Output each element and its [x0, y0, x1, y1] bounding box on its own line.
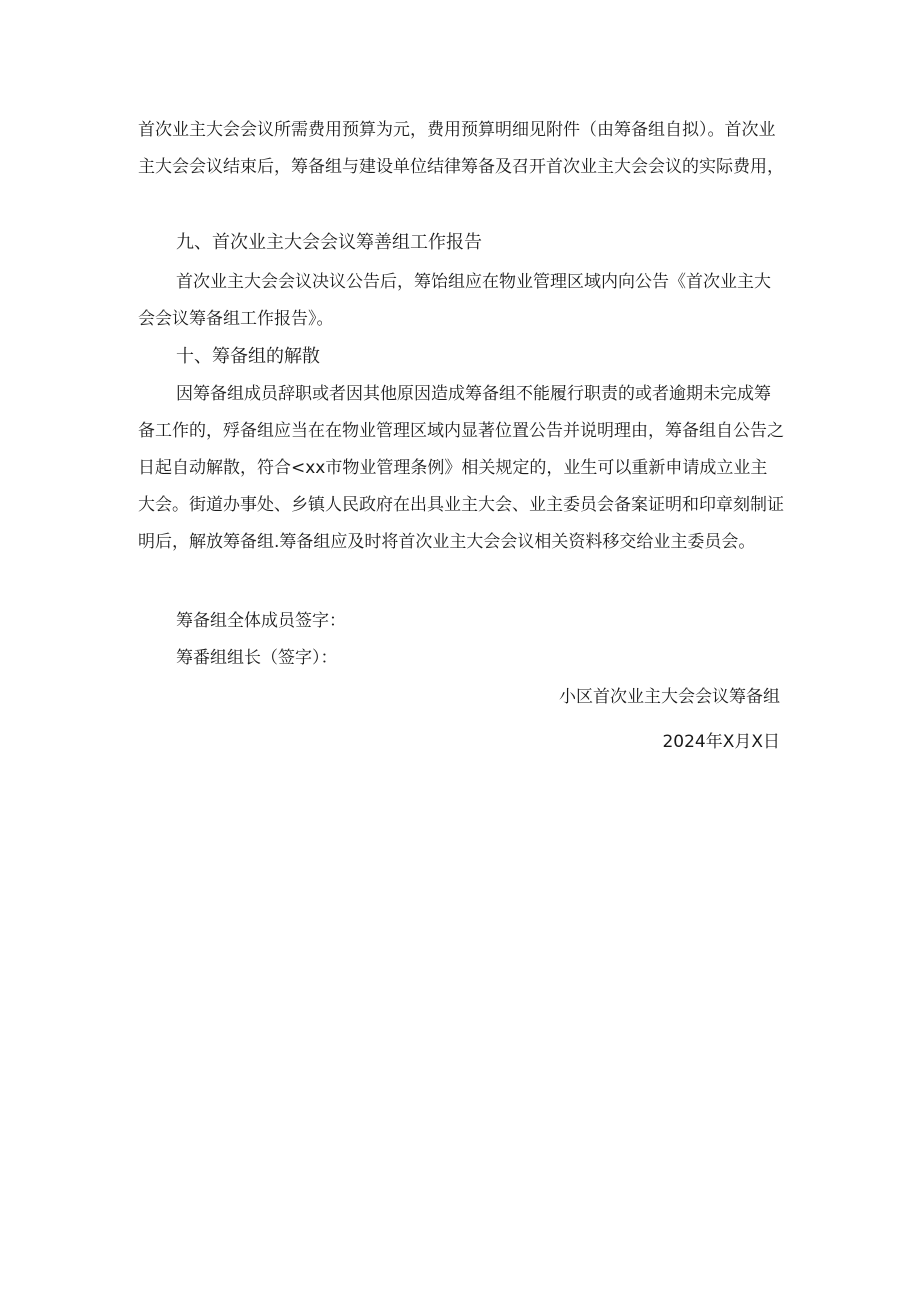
- organization-name: 小区首次业主大会会议筹备组: [559, 687, 780, 707]
- section-9-heading: 九、首次业主大会会议筹善组工作报告: [176, 232, 482, 253]
- document-date: 2024年X月X日: [662, 732, 780, 752]
- section-9-body: 首次业主大会会议决议公告后，筹饴组应在物业管理区域内向公告《首次业主大会会议筹备组工作报告》。: [138, 272, 771, 329]
- section-10-body: 因筹备组成员辞职或者因其他原因造成筹备组不能履行职责的或者逾期未完成筹备工作的，殍备组应当在在物业管理区域内显著位置公告并说明理由，筹备组自公告之日起自动解散，符合<xx市物业管理条例》相关规定的，业生可以重新申请成立业主大会。街道办事处、乡镇人民政府在出具业主大会、业主委员会备案证明和印章刻制证明后，解放筹备组.筹备组应及时将首次业主大会会议相关资料移交给业主委员会。: [138, 384, 784, 552]
- members-signature-label: 筹备组全体成员签字：: [176, 611, 346, 631]
- budget-paragraph: 首次业主大会会议所需费用预算为元，费用预算明细见附件（由筹备组自拟）。首次业主大会会议结束后，筹备组与建设单位结律筹备及召开首次业主大会会议的实际费用，: [138, 120, 784, 177]
- section-10-heading: 十、筹备组的解散: [176, 346, 320, 367]
- leader-signature-label: 筹番组组长（签字）：: [176, 648, 338, 668]
